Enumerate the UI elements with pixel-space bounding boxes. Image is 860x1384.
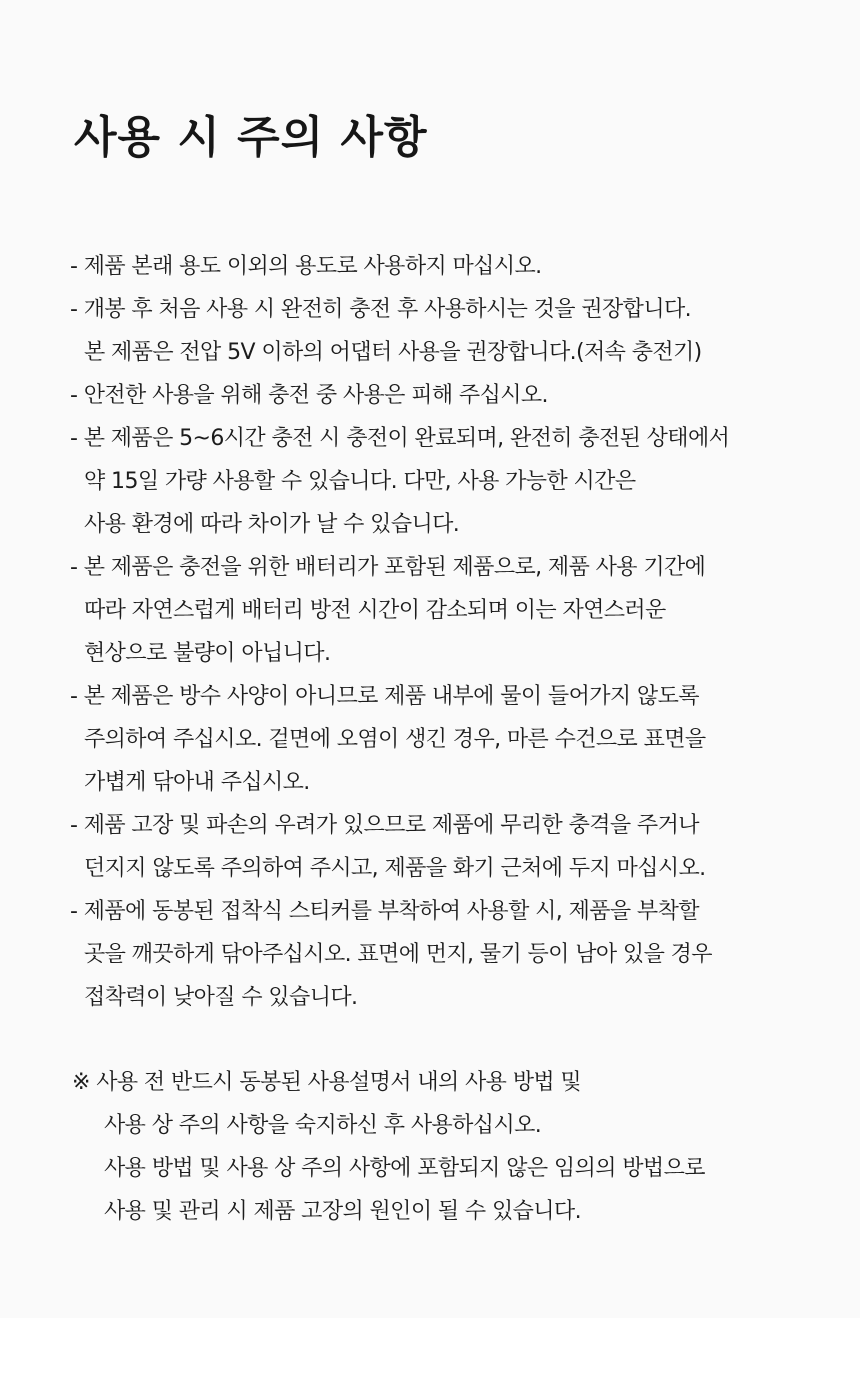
caution-line-continued: 사용 환경에 따라 차이가 날 수 있습니다. [84,512,460,537]
caution-line: - 안전한 사용을 위해 충전 중 사용은 피해 주십시오. [70,383,548,408]
caution-line-continued: 접착력이 낮아질 수 있습니다. [84,985,358,1010]
note-line-continued: 사용 및 관리 시 제품 고장의 원인이 될 수 있습니다. [104,1199,581,1224]
caution-line: - 본 제품은 방수 사양이 아니므로 제품 내부에 물이 들어가지 않도록 [70,684,699,709]
caution-line: - 제품 본래 용도 이외의 용도로 사용하지 마십시오. [70,254,542,279]
caution-line-continued: 현상으로 불량이 아닙니다. [84,641,331,666]
caution-line-continued: 따라 자연스럽게 배터리 방전 시간이 감소되며 이는 자연스러운 [84,598,666,623]
caution-line: - 제품에 동봉된 접착식 스티커를 부착하여 사용할 시, 제품을 부착할 [70,899,699,924]
caution-line: - 제품 고장 및 파손의 우려가 있으므로 제품에 무리한 충격을 주거나 [70,813,699,838]
caution-line-continued: 곳을 깨끗하게 닦아주십시오. 표면에 먼지, 물기 등이 남아 있을 경우 [84,942,712,967]
caution-line-continued: 던지지 않도록 주의하여 주시고, 제품을 화기 근처에 두지 마십시오. [84,856,706,881]
note-line-continued: 사용 상 주의 사항을 숙지하신 후 사용하십시오. [104,1113,542,1138]
caution-line-continued: 본 제품은 전압 5V 이하의 어댑터 사용을 권장합니다.(저속 충전기) [84,340,702,365]
caution-line: - 본 제품은 5~6시간 충전 시 충전이 완료되며, 완전히 충전된 상태에서 [70,426,730,451]
caution-line: - 개봉 후 처음 사용 시 완전히 충전 후 사용하시는 것을 권장합니다. [70,297,692,322]
caution-line-continued: 약 15일 가량 사용할 수 있습니다. 다만, 사용 가능한 시간은 [84,469,636,494]
caution-line-continued: 주의하여 주십시오. 겉면에 오염이 생긴 경우, 마른 수건으로 표면을 [84,727,706,752]
caution-line-continued: 가볍게 닦아내 주십시오. [84,770,310,795]
note-line-continued: 사용 방법 및 사용 상 주의 사항에 포함되지 않은 임의의 방법으로 [104,1156,705,1181]
caution-list [70,245,729,1019]
reference-note [72,1061,705,1233]
note-line: ※ 사용 전 반드시 동봉된 사용설명서 내의 사용 방법 및 [72,1070,582,1095]
caution-line: - 본 제품은 충전을 위한 배터리가 포함된 제품으로, 제품 사용 기간에 [70,555,706,580]
page-title: 사용 시 주의 사항 [74,112,428,163]
